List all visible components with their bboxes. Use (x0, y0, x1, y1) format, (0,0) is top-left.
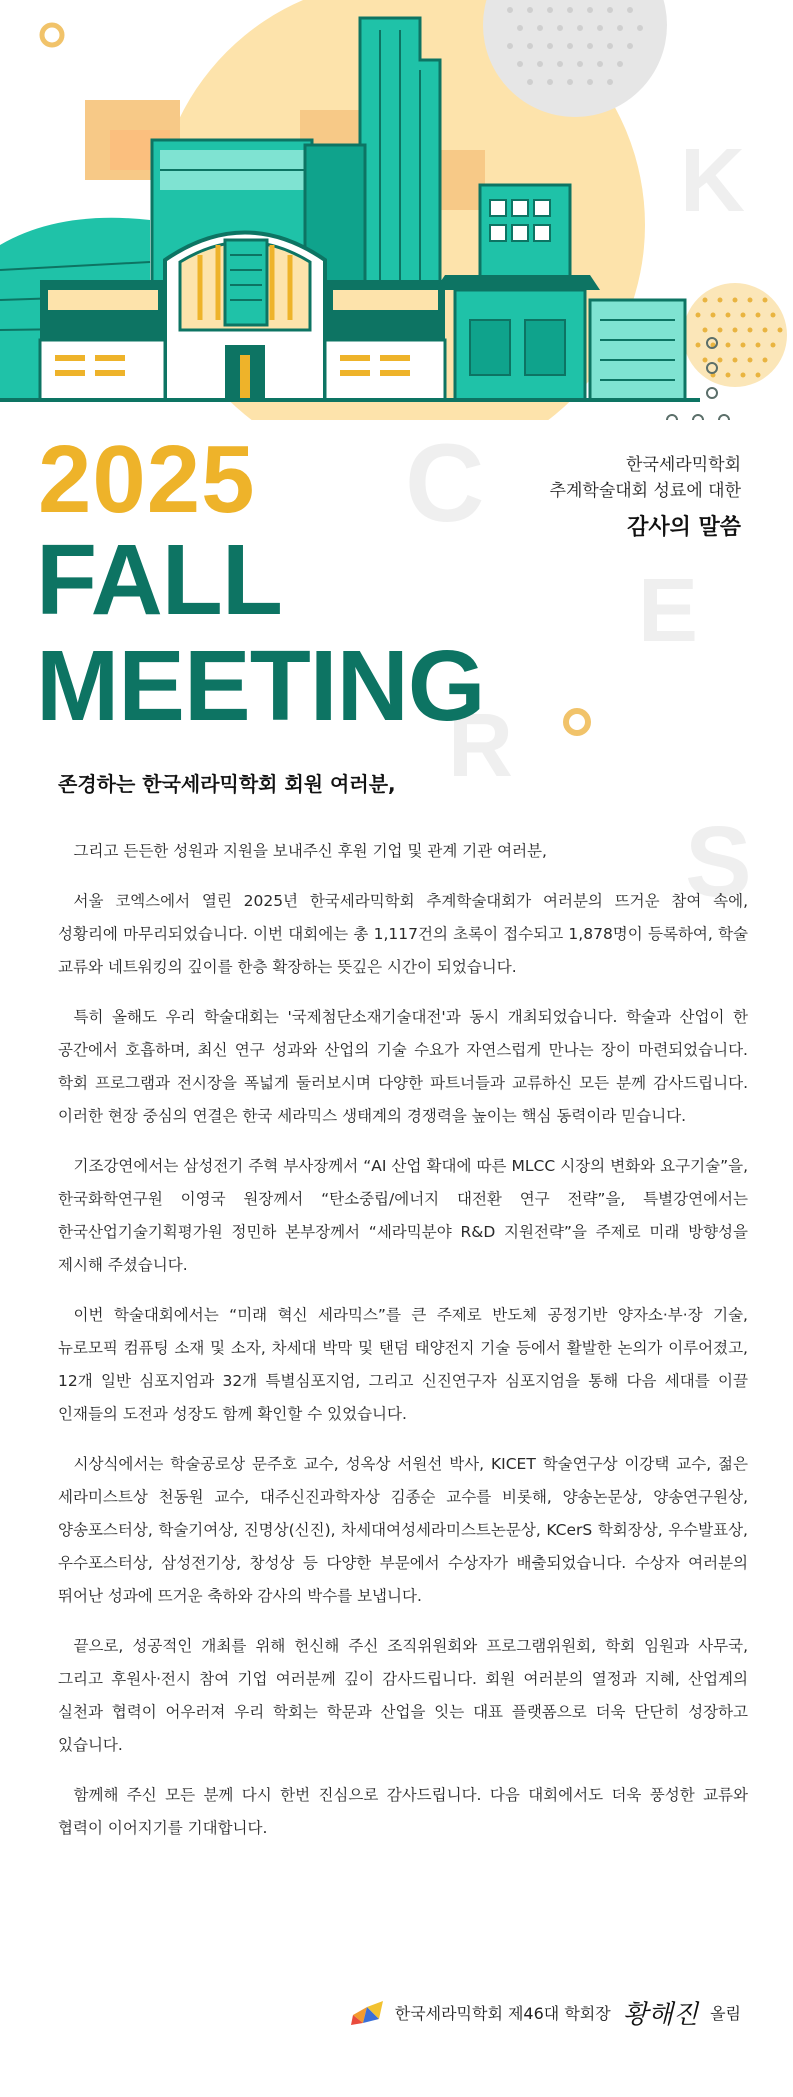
org-name: 한국세라믹학회 (626, 455, 741, 475)
greeting: 존경하는 한국세라믹학회 회원 여러분, (58, 772, 396, 796)
signature-suffix: 올림 (710, 2004, 741, 2023)
faded-letter-k: K (680, 131, 745, 231)
paragraph: 함께해 주신 모든 분께 다시 한번 진심으로 감사드립니다. 다음 대회에서도 더욱 풍성한 교류와 협력이 이어지기를 기대합니다. (58, 1786, 748, 1837)
year-title: 2025 (38, 426, 256, 533)
thanks-title: 감사의 말씀 (627, 515, 741, 540)
paragraph: 끝으로, 성공적인 개최를 위해 헌신해 주신 조직위원회와 프로그램위원회, 학회 임원과 사무국, 그리고 후원사·전시 참여 기업 여러분께 깊이 감사드립니다. 회원 여러분의 열정과 지혜, 산업계의 실천과 협력이 어우러져 우리 학회는 학문과 산업을 잇는 대표 플랫폼으로 더욱 단단히 성장하고 있습니다. (58, 1637, 748, 1754)
header-right (550, 452, 741, 541)
event-line: 추계학술대회 성료에 대한 (549, 481, 741, 501)
letter-body (58, 835, 748, 1862)
paragraph: 시상식에서는 학술공로상 문주호 교수, 성옥상 서원선 박사, KICET 학술연구상 이강택 교수, 젊은 세라미스트상 천동원 교수, 대주신진과학자상 김종순 교수를 비롯해, 양송논문상, 양송연구원상, 양송포스터상, 학술기여상, 진명상(신진), 차세대여성세라미스트논문상, KCerS 학회장상, 우수발표상, 우수포스터상, 삼성전기상, 창성상 등 다양한 부문에서 수상자가 배출되었습니다. 수상자 여러분의 뛰어난 성과에 뜨거운 축하와 감사의 박수를 보냅니다. (58, 1455, 748, 1605)
fall-title: FALL (36, 524, 282, 636)
faded-letter-r: R (448, 696, 513, 796)
faded-letter-e: E (638, 561, 699, 661)
signature-name: 황해진 (622, 2000, 699, 2030)
gold-ring-decoration (560, 705, 594, 739)
faded-letter-c: C (405, 422, 485, 545)
faded-letter-s: S (685, 806, 752, 918)
paragraph: 특히 올해도 우리 학술대회는 '국제첨단소재기술대전'과 동시 개최되었습니다. 학술과 산업이 한 공간에서 호흡하며, 최신 연구 성과와 산업의 기술 수요가 자연스럽게 만나는 장이 마련되었습니다. 학회 프로그램과 전시장을 폭넓게 둘러보시며 다양한 파트너들과 교류하신 모든 분께 감사드립니다. 이러한 현장 중심의 연결은 한국 세라믹스 생태계의 경쟁력을 높이는 핵심 동력이라 믿습니다. (58, 1008, 748, 1125)
hero-illustration (0, 0, 793, 420)
signature (349, 1994, 741, 2031)
kcers-logo-icon (349, 1997, 387, 2029)
meeting-title: MEETING (36, 630, 485, 742)
paragraph: 이번 학술대회에서는 “미래 혁신 세라믹스”를 큰 주제로 반도체 공정기반 양자소·부·장 기술, 뉴로모픽 컴퓨팅 소재 및 소자, 차세대 박막 및 탠덤 태양전지 기술 등에서 활발한 논의가 이루어졌고, 12개 일반 심포지엄과 32개 특별심포지엄, 그리고 신진연구자 심포지엄을 통해 다음 세대를 이끌 인재들의 도전과 성장도 함께 확인할 수 있었습니다. (58, 1306, 748, 1423)
ring-decoration (42, 25, 62, 45)
signature-prefix: 한국세라믹학회 제46대 학회장 (394, 2004, 611, 2023)
paragraph: 그리고 든든한 성원과 지원을 보내주신 후원 기업 및 관계 기관 여러분, (73, 842, 547, 860)
paragraph: 서울 코엑스에서 열린 2025년 한국세라믹학회 추계학술대회가 여러분의 뜨거운 참여 속에, 성황리에 마무리되었습니다. 이번 대회에는 총 1,117건의 초록이 접수되고 1,878명이 등록하여, 학술 교류와 네트워킹의 깊이를 한층 확장하는 뜻깊은 시간이 되었습니다. (58, 892, 748, 976)
paragraph: 기조강연에서는 삼성전기 주혁 부사장께서 “AI 산업 확대에 따른 MLCC 시장의 변화와 요구기술”을, 한국화학연구원 이영국 원장께서 “탄소중립/에너지 대전환 연구 전략”을, 특별강연에서는 한국산업기술기획평가원 정민하 본부장께서 “세라믹분야 R&D 지원전략”을 주제로 미래 방향성을 제시해 주셨습니다. (58, 1157, 748, 1274)
